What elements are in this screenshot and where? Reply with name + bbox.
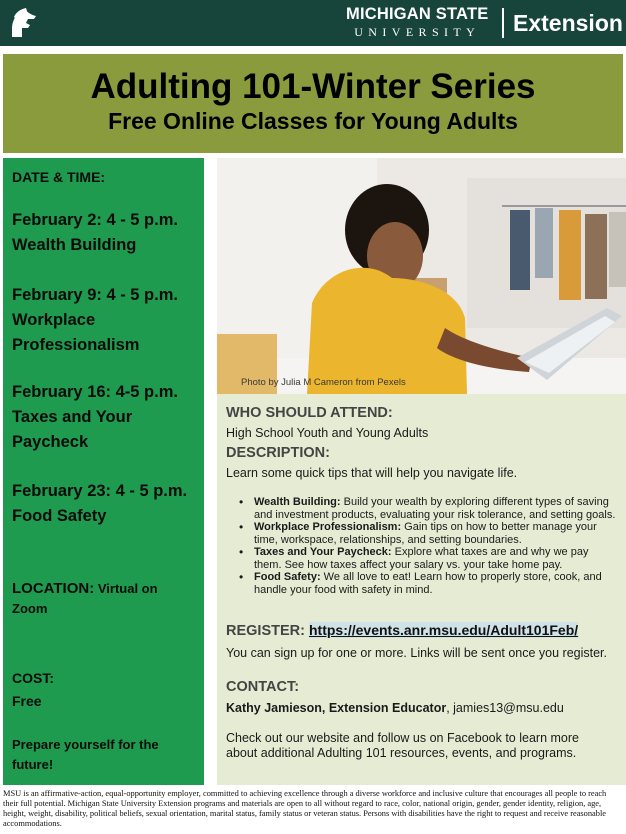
location-label: LOCATION: (12, 580, 95, 597)
who-heading: WHO SHOULD ATTEND: (226, 405, 393, 421)
session-topic: Taxes and Your (12, 408, 133, 426)
description-text: Learn some quick tips that will help you navigate life. (226, 466, 518, 480)
bullet-title: Food Safety: (254, 571, 321, 583)
title-banner (3, 54, 623, 153)
contact-heading: CONTACT: (226, 679, 300, 695)
closing-text: about additional Adulting 101 resources, events, and programs. (226, 746, 577, 760)
session-topic: Wealth Building (12, 236, 137, 254)
spartan-helmet-icon (8, 7, 38, 39)
register-line (226, 622, 578, 639)
location-line (12, 579, 158, 599)
bullet-text: Explore what taxes are and why we pay them. See how taxes affect your salary vs. your take home pay. (254, 546, 589, 571)
location-value: Virtual on (94, 581, 158, 596)
date-time-label: DATE & TIME: (12, 169, 106, 185)
student-laptop-photo (217, 158, 626, 394)
session-date: February 16: 4-5 p.m. (12, 383, 178, 401)
contact-name: Kathy Jamieson, Extension Educator (226, 701, 447, 715)
closing-text: future! (12, 757, 54, 772)
university-line2: UNIVERSITY (354, 25, 481, 39)
bullet-title: Taxes and Your Paycheck: (254, 546, 392, 558)
nondiscrimination-footer: MSU is an affirmative-action, equal-opportunity employer, committed to achieving excellence through a diverse workforce and inclusive culture that encourages all people to reach their full potential. Michigan State University Extension programs and materials are open to all without regard to race, color, national origin, gender, gender identity, religion, age, height, weight, disability, political beliefs, sexual orientation, marital status, family status or veteran status. Persons with disabilities have the right to request and receive reasonable accommodations. (3, 789, 607, 828)
location-value-cont: Zoom (12, 601, 48, 616)
cost-label: COST: (12, 670, 54, 686)
bullet-text: Build your wealth by exploring different types of saving and investment products, evaluating your risk tolerance, and setting goals. (254, 496, 616, 521)
list-item (236, 546, 616, 571)
page-title: Adulting 101-Winter Series (90, 67, 536, 106)
header-divider (502, 8, 504, 38)
session-date: February 23: 4 - 5 p.m. (12, 482, 188, 500)
topic-list (236, 496, 616, 596)
register-link[interactable]: https://events.anr.msu.edu/Adult101Feb/ (308, 622, 579, 638)
msu-wordmark[interactable] (346, 6, 488, 39)
description-heading: DESCRIPTION: (226, 445, 330, 461)
schedule-sidebar (3, 158, 204, 785)
who-text: High School Youth and Young Adults (226, 426, 429, 440)
session-topic: Food Safety (12, 507, 107, 525)
closing-text: Prepare yourself for the (12, 737, 159, 752)
msu-extension-header (0, 0, 626, 46)
photo-illustration (217, 158, 626, 394)
bullet-text: Gain tips on how to better manage your time, workspace, relationships, and setting boundaries. (254, 521, 597, 546)
register-heading: REGISTER: (226, 623, 305, 639)
session-topic: Paycheck (12, 433, 89, 451)
session-date: February 2: 4 - 5 p.m. (12, 211, 178, 229)
university-line1: MICHIGAN STATE (346, 5, 489, 23)
session-topic: Workplace (12, 311, 96, 329)
bullet-title: Wealth Building: (254, 496, 341, 508)
bullet-title: Workplace Professionalism: (254, 521, 402, 533)
register-text: You can sign up for one or more. Links will be sent once you register. (226, 646, 608, 660)
bullet-text: We all love to eat! Learn how to properly store, cook, and handle your food with safety in mind. (254, 571, 602, 596)
cost-value: Free (12, 693, 42, 709)
closing-text: Check out our website and follow us on Facebook to learn more (226, 731, 579, 745)
event-info-panel (217, 394, 626, 785)
contact-email[interactable]: , jamies13@msu.edu (446, 701, 564, 715)
list-item (236, 571, 616, 596)
photo-credit: Photo by Julia M Cameron from Pexels (241, 377, 406, 388)
session-topic: Professionalism (12, 336, 140, 354)
contact-line (226, 701, 564, 715)
session-date: February 9: 4 - 5 p.m. (12, 286, 178, 304)
page-subtitle: Free Online Classes for Young Adults (108, 108, 518, 134)
list-item (236, 496, 616, 521)
list-item (236, 521, 616, 546)
extension-label[interactable]: Extension (513, 10, 623, 36)
